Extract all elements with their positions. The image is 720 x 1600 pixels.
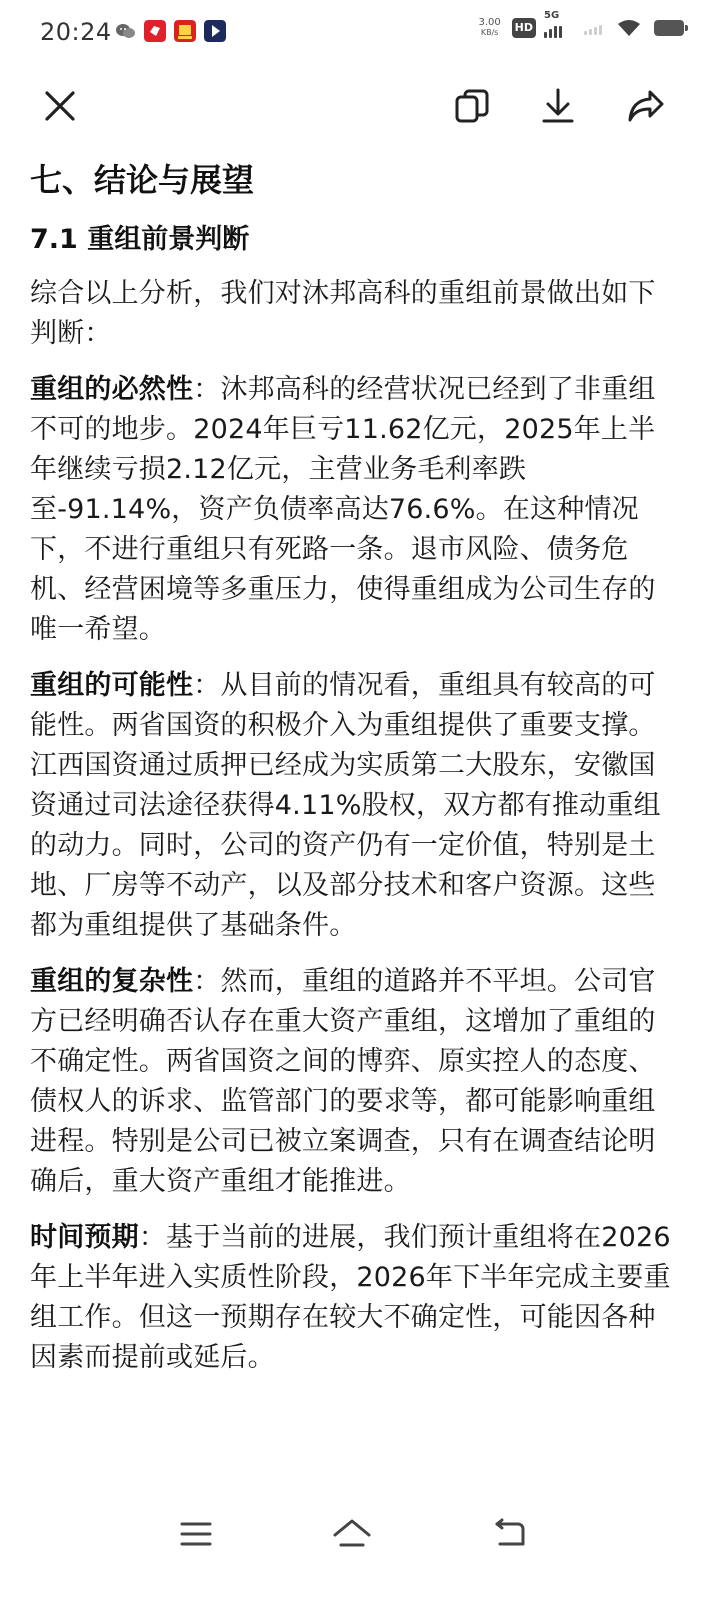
close-icon: [43, 89, 77, 123]
hd-icon: HD: [512, 18, 536, 38]
wechat-icon: [114, 20, 136, 42]
status-bar: [0, 0, 720, 64]
wifi-icon: [616, 18, 642, 38]
close-button[interactable]: [34, 80, 86, 132]
paragraph-text: ：沐邦高科的经营状况已经到了非重组不可的地步。2024年巨亏11.62亿元，2025年上半年继续亏损2.12亿元，主营业务毛利率跌至-91.14%，资产负债率高达76.6%。在这种情况下，不进行重组只有死路一条。退市风险、债务危机、经营困境等多重压力，使得重组成为公司生存的唯一希望。: [30, 374, 656, 645]
share-icon: [626, 87, 666, 125]
copy-button[interactable]: [446, 80, 498, 132]
paragraph-text: ：然而，重组的道路并不平坦。公司官方已经明确否认存在重大资产重组，这增加了重组的不确定性。两省国资之间的博弈、原实控人的态度、债权人的诉求、监管部门的要求等，都可能影响重组进程。特别是公司已被立案调查，只有在调查结论明确后，重大资产重组才能推进。: [30, 966, 656, 1197]
paragraph-timeline: [30, 1218, 680, 1378]
paragraph-possibility: [30, 666, 680, 946]
status-indicators: [476, 10, 684, 38]
status-time: 20:24: [40, 18, 112, 46]
intro-paragraph: 综合以上分析，我们对沐邦高科的重组前景做出如下判断：: [30, 278, 656, 349]
paragraph-label: 重组的可能性: [30, 670, 194, 701]
subsection-heading: 7.1 重组前景判断: [30, 224, 250, 255]
paragraph-label: 时间预期: [30, 1222, 139, 1253]
paragraph-necessity: [30, 370, 680, 650]
paragraph-label: 重组的复杂性: [30, 966, 194, 997]
back-icon: [492, 1518, 528, 1550]
net-speed-value: 3.00: [478, 17, 501, 28]
battery-icon: [654, 20, 684, 36]
app-red-icon: [144, 20, 166, 42]
signal-5g-icon: [544, 10, 570, 38]
menu-button[interactable]: [166, 1504, 226, 1564]
app-play-icon: [204, 20, 226, 42]
download-icon: [539, 87, 577, 125]
download-button[interactable]: [532, 80, 584, 132]
share-button[interactable]: [620, 80, 672, 132]
paragraph-label: 重组的必然性: [30, 374, 194, 405]
network-type-label: 5G: [544, 10, 560, 21]
section-heading: 七、结论与展望: [30, 161, 255, 199]
status-app-icons: [114, 20, 226, 42]
article-content: [30, 150, 680, 1378]
menu-icon: [179, 1519, 213, 1549]
home-button[interactable]: [322, 1504, 382, 1564]
paragraph-complexity: [30, 962, 680, 1202]
back-button[interactable]: [480, 1504, 540, 1564]
signal-sim2-icon: [584, 21, 602, 35]
home-icon: [332, 1517, 372, 1551]
system-nav-bar: [0, 1490, 720, 1600]
top-toolbar: [0, 64, 720, 148]
paragraph-text: ：从目前的情况看，重组具有较高的可能性。两省国资的积极介入为重组提供了重要支撑。江西国资通过质押已经成为实质第二大股东，安徽国资通过司法途径获得4.11%股权，双方都有推动重组的动力。同时，公司的资产仍有一定价值，特别是土地、厂房等不动产，以及部分技术和客户资源。这些都为重组提供了基础条件。: [30, 670, 661, 941]
app-red-gift-icon: [174, 20, 196, 42]
paragraph-text: ：基于当前的进展，我们预计重组将在2026年上半年进入实质性阶段，2026年下半年完成主要重组工作。但这一预期存在较大不确定性，可能因各种因素而提前或延后。: [30, 1222, 671, 1373]
copy-icon: [453, 87, 491, 125]
net-speed: [476, 18, 504, 38]
net-speed-unit: KB/s: [480, 28, 499, 37]
